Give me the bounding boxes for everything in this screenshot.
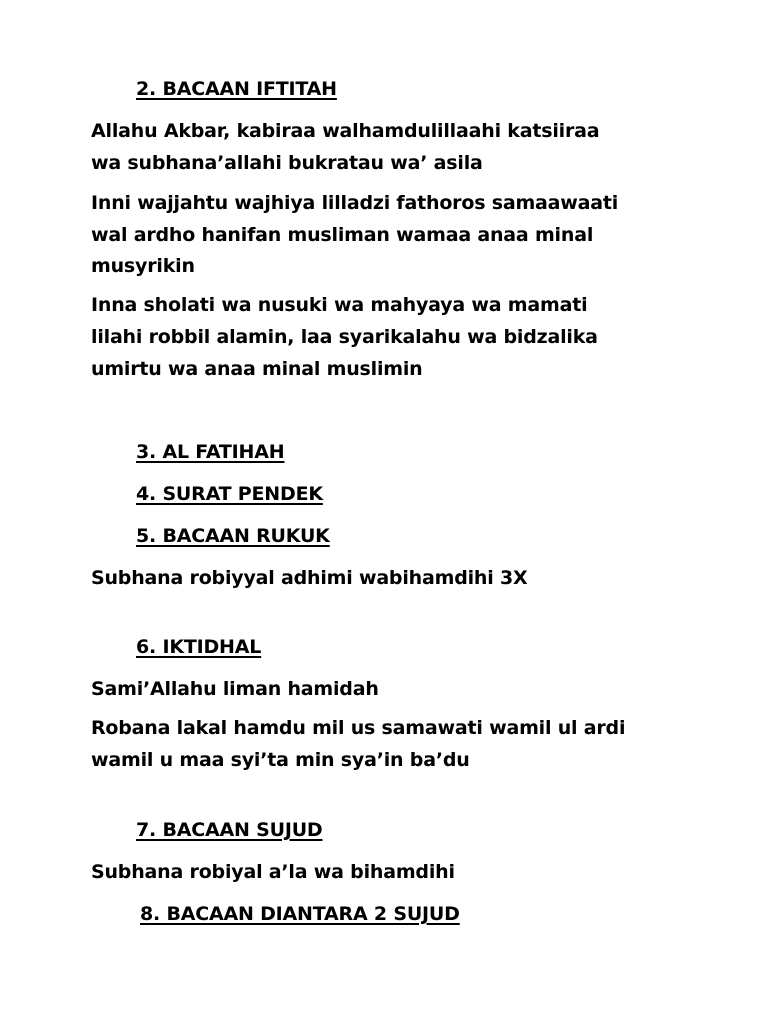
iktidhal-line: wamil u maa syi’ta min sya’in ba’du xyxy=(91,749,470,771)
iktidhal-line: Robana lakal hamdu mil us samawati wamil ul ardi xyxy=(91,717,626,739)
iftitah-line: wal ardho hanifan musliman wamaa anaa minal xyxy=(91,224,594,246)
iktidhal-line: Sami’Allahu liman hamidah xyxy=(91,678,379,700)
heading-bacaan-iftitah: 2. BACAAN IFTITAH xyxy=(136,78,337,100)
iftitah-line: Inna sholati wa nusuki wa mahyaya wa mamati xyxy=(91,294,588,316)
heading-iktidhal: 6. IKTIDHAL xyxy=(136,636,262,658)
iftitah-line: lilahi robbil alamin, laa syarikalahu wa bidzalika xyxy=(91,326,598,348)
heading-bacaan-diantara-2-sujud: 8. BACAAN DIANTARA 2 SUJUD xyxy=(140,903,460,925)
iftitah-line: Allahu Akbar, kabiraa walhamdulillaahi katsiiraa xyxy=(91,120,600,142)
iftitah-line: umirtu wa anaa minal muslimin xyxy=(91,358,423,380)
heading-bacaan-sujud: 7. BACAAN SUJUD xyxy=(136,819,323,841)
iftitah-line: Inni wajjahtu wajhiya lilladzi fathoros samaawaati xyxy=(91,192,619,214)
rukuk-line: Subhana robiyyal adhimi wabihamdihi 3X xyxy=(91,567,528,589)
heading-surat-pendek: 4. SURAT PENDEK xyxy=(136,483,323,505)
heading-bacaan-rukuk: 5. BACAAN RUKUK xyxy=(136,525,330,547)
heading-al-fatihah: 3. AL FATIHAH xyxy=(136,441,285,463)
iftitah-line: wa subhana’allahi bukratau wa’ asila xyxy=(91,152,483,174)
sujud-line: Subhana robiyal a’la wa bihamdihi xyxy=(91,861,455,883)
iftitah-line: musyrikin xyxy=(91,255,195,277)
